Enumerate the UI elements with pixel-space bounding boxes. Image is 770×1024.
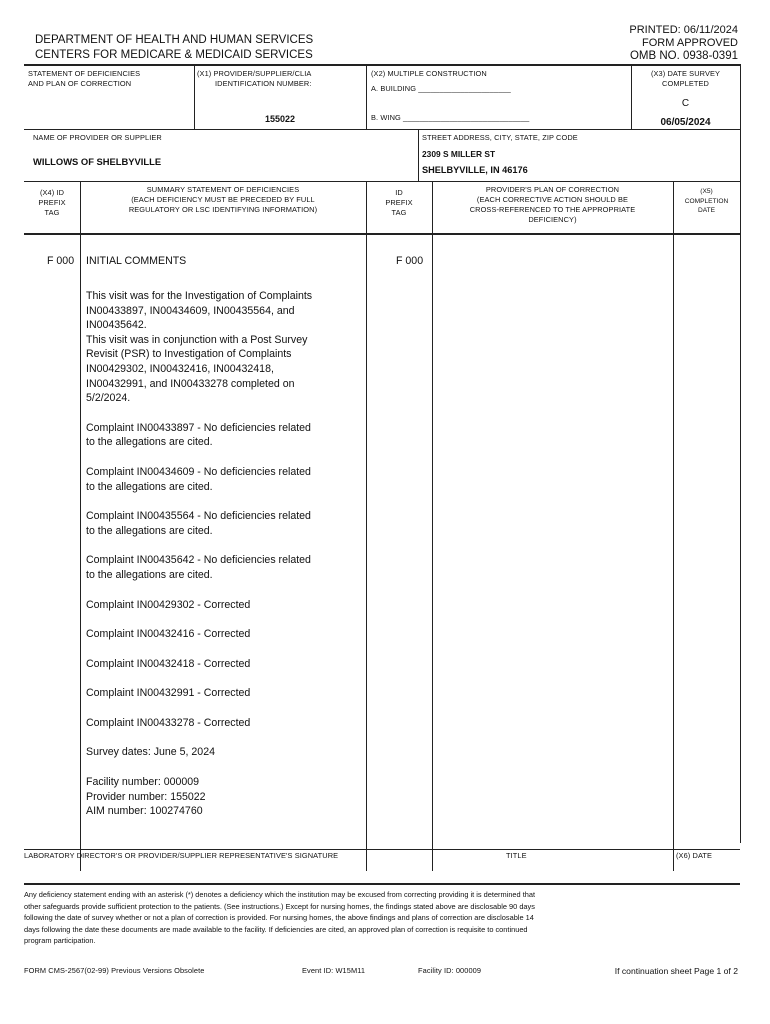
disclaimer-text: Any deficiency statement ending with an asterisk (*) denotes a deficiency which the institution may be excused from correcting providing it is determined that other safeguards provide sufficient protection to the patients. (See instructions.) Except for nursing homes, the findings stated above are disclosable 90 days following the date of survey whether or not a plan of correction is provided. For nursing homes, the above findings and plans of correction are disclosable 14 days following the date these documents are made available to the facility. If deficiencies are cited, an approved plan of correction is requisite to continued program participation.	[24, 890, 536, 945]
x4-header-line2: PREFIX	[38, 198, 66, 207]
statement-label-line2: AND PLAN OF CORRECTION	[28, 79, 132, 88]
completion-header	[673, 187, 740, 216]
x3-label-line2: COMPLETED	[662, 79, 709, 88]
summary-header-line3: REGULATORY OR LSC IDENTIFYING INFORMATION)	[128, 205, 318, 214]
plan-header-line4: DEFICIENCY)	[528, 215, 577, 224]
row1-bottom-rule	[24, 129, 740, 130]
signature-label: LABORATORY DIRECTOR'S OR PROVIDER/SUPPLIER REPRESENTATIVE'S SIGNATURE	[24, 851, 339, 860]
building-field: A. BUILDING ______________________	[371, 84, 511, 93]
entry-paragraph: This visit was for the Investigation of Complaints IN00433897, IN00434609, IN00435564, and IN00435642. This visit was in conjunction with a Post Survey Revisit (PSR) to Investigation of Complaints IN00429302, IN00432416, IN00432418, IN00432991, and IN00433278 completed on 5/2/2024.	[86, 290, 313, 405]
plan-header	[432, 185, 673, 225]
entry-paragraph: Complaint IN00434609 - No deficiencies related to the allegations are cited.	[86, 465, 311, 493]
x4-header-line3: TAG	[44, 208, 60, 217]
divider	[432, 181, 433, 871]
x3-label	[631, 69, 740, 89]
entry-paragraph: Complaint IN00432991 - Corrected	[86, 687, 251, 700]
entry-paragraph: Complaint IN00435564 - No deficiencies related to the allegations are cited.	[86, 510, 311, 537]
divider	[80, 181, 81, 871]
entry-paragraph: Survey dates: June 5, 2024	[86, 746, 215, 759]
x3-label-line1: (X3) DATE SURVEY	[650, 69, 721, 78]
row2-bottom-rule	[24, 181, 740, 182]
event-id: Event ID: W15M11	[302, 966, 366, 975]
agency-name: CENTERS FOR MEDICARE & MEDICAID SERVICES	[35, 49, 313, 61]
entry-heading: INITIAL COMMENTS	[86, 255, 187, 267]
x2-label: (X2) MULTIPLE CONSTRUCTION	[371, 69, 487, 78]
x5-header-line2: COMPLETION	[684, 197, 729, 205]
plan-header-line3: CROSS-REFERENCED TO THE APPROPRIATE	[469, 205, 636, 214]
entry-paragraph: Complaint IN00433278 - Corrected	[86, 716, 251, 729]
divider	[366, 64, 367, 129]
column-header-bottom-rule	[24, 233, 740, 235]
entry-paragraph: Complaint IN00435642 - No deficiencies related to the allegations are cited.	[86, 554, 311, 581]
statement-label-line1: STATEMENT OF DEFICIENCIES	[28, 69, 141, 78]
id-header-line1: ID	[395, 188, 403, 197]
signature-rule	[24, 849, 740, 850]
provider-name: WILLOWS OF SHELBYVILLE	[33, 156, 162, 167]
x5-header-line1: (X5)	[700, 188, 713, 195]
address-city: SHELBYVILLE, IN 46176	[422, 165, 528, 175]
id-prefix-header	[366, 188, 432, 218]
divider	[740, 64, 741, 233]
department-name: DEPARTMENT OF HEALTH AND HUMAN SERVICES	[35, 34, 314, 46]
form-approved: FORM APPROVED	[642, 37, 738, 49]
entry-id-prefix-tag: F 000	[396, 255, 424, 267]
form-number: FORM CMS-2567(02-99) Previous Versions Obsolete	[24, 966, 205, 975]
entry-paragraph: Facility number: 000009 Provider number: 155022 AIM number: 100274760	[86, 776, 206, 818]
summary-header-line2: (EACH DEFICIENCY MUST BE PRECEDED BY FULL	[131, 195, 315, 204]
signature-bottom-rule	[24, 883, 740, 885]
page-indicator: If continuation sheet Page 1 of 2	[614, 966, 738, 976]
x4-header-line1: (X4) ID	[39, 188, 65, 197]
x5-header-line3: DATE	[697, 207, 716, 214]
entry-paragraph: Complaint IN00429302 - Corrected	[86, 598, 251, 611]
divider	[673, 181, 674, 871]
entry-paragraphs	[86, 289, 362, 834]
x1-label-line2: IDENTIFICATION NUMBER:	[215, 79, 312, 88]
address-street: 2309 S MILLER ST	[422, 149, 496, 159]
entry-paragraph: Complaint IN00432418 - Corrected	[86, 657, 251, 670]
plan-header-line1: PROVIDER'S PLAN OF CORRECTION	[485, 185, 620, 194]
wing-field: B. WING ______________________________	[371, 113, 530, 122]
divider	[418, 129, 419, 181]
divider	[740, 233, 741, 843]
x1-label	[197, 69, 363, 89]
plan-header-line2: (EACH CORRECTIVE ACTION SHOULD BE	[476, 195, 629, 204]
x4-header	[24, 188, 80, 218]
x1-label-line1: (X1) PROVIDER/SUPPLIER/CLIA	[197, 69, 312, 78]
survey-status-letter: C	[681, 98, 690, 109]
id-header-line2: PREFIX	[385, 198, 413, 207]
statement-label	[28, 69, 140, 89]
form-status-block	[629, 24, 738, 63]
entry-paragraph: Complaint IN00432416 - Corrected	[86, 628, 251, 641]
divider	[366, 181, 367, 871]
id-header-line3: TAG	[391, 208, 407, 217]
omb-number: OMB NO. 0938-0391	[629, 50, 738, 62]
entry-prefix-tag: F 000	[47, 255, 75, 267]
title-label: TITLE	[506, 851, 527, 860]
printed-date: PRINTED: 06/11/2024	[629, 24, 738, 36]
summary-header-line1: SUMMARY STATEMENT OF DEFICIENCIES	[146, 185, 300, 194]
summary-header	[80, 185, 366, 215]
entry-paragraph: Complaint IN00433897 - No deficiencies related to the allegations are cited.	[86, 421, 311, 449]
provider-id-number: 155022	[264, 114, 296, 124]
facility-id: Facility ID: 000009	[418, 966, 482, 975]
provider-name-label: NAME OF PROVIDER OR SUPPLIER	[33, 133, 162, 142]
address-label: STREET ADDRESS, CITY, STATE, ZIP CODE	[422, 133, 578, 142]
department-header	[35, 33, 313, 63]
table-top-rule	[24, 64, 740, 66]
x6-date-label: (X6) DATE	[676, 851, 713, 860]
survey-completed-date: 06/05/2024	[660, 117, 711, 128]
